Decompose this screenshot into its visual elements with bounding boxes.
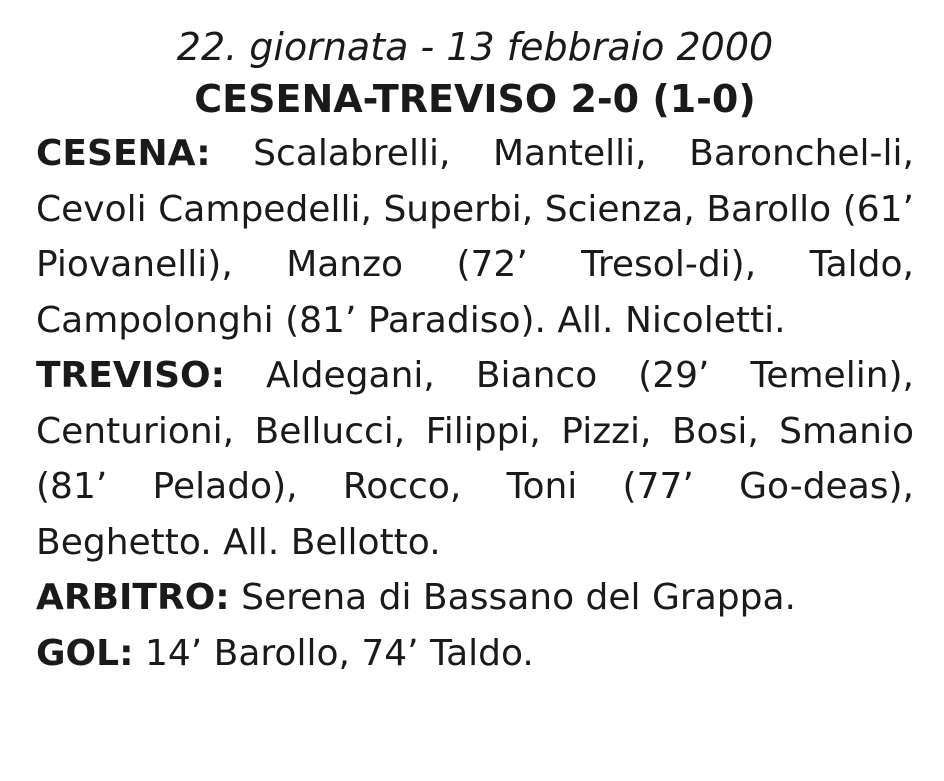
treviso-lineup xyxy=(36,348,914,570)
referee-line xyxy=(36,570,914,626)
treviso-label: TREVISO: xyxy=(36,355,226,396)
goals-label: GOL: xyxy=(36,632,134,674)
referee-name: Serena di Bassano del Grappa. xyxy=(241,577,796,618)
goals-list: 14’ Barollo, 74’ Taldo. xyxy=(144,632,534,674)
match-date-line: 22. giornata - 13 febbraio 2000 xyxy=(176,25,774,69)
cesena-label: CESENA: xyxy=(36,133,211,174)
cesena-players: Scalabrelli, Mantelli, Baronchel-li, Cevoli Campedelli, Superbi, Scienza, Barollo (61’ Piovanelli), Manzo (72’ Tresol-di), Taldo, Campolonghi (81’ Paradiso). All. Nicoletti. xyxy=(36,133,914,341)
treviso-players: Aldegani, Bianco (29’ Temelin), Centurioni, Bellucci, Filippi, Pizzi, Bosi, Smanio (81’ Pelado), Rocco, Toni (77’ Go-deas), Beghetto. All. Bellotto. xyxy=(36,355,914,563)
goals-line xyxy=(36,626,914,682)
match-result-title: CESENA-TREVISO 2-0 (1-0) xyxy=(194,77,756,121)
cesena-lineup xyxy=(36,126,914,348)
referee-label: ARBITRO: xyxy=(36,577,230,618)
